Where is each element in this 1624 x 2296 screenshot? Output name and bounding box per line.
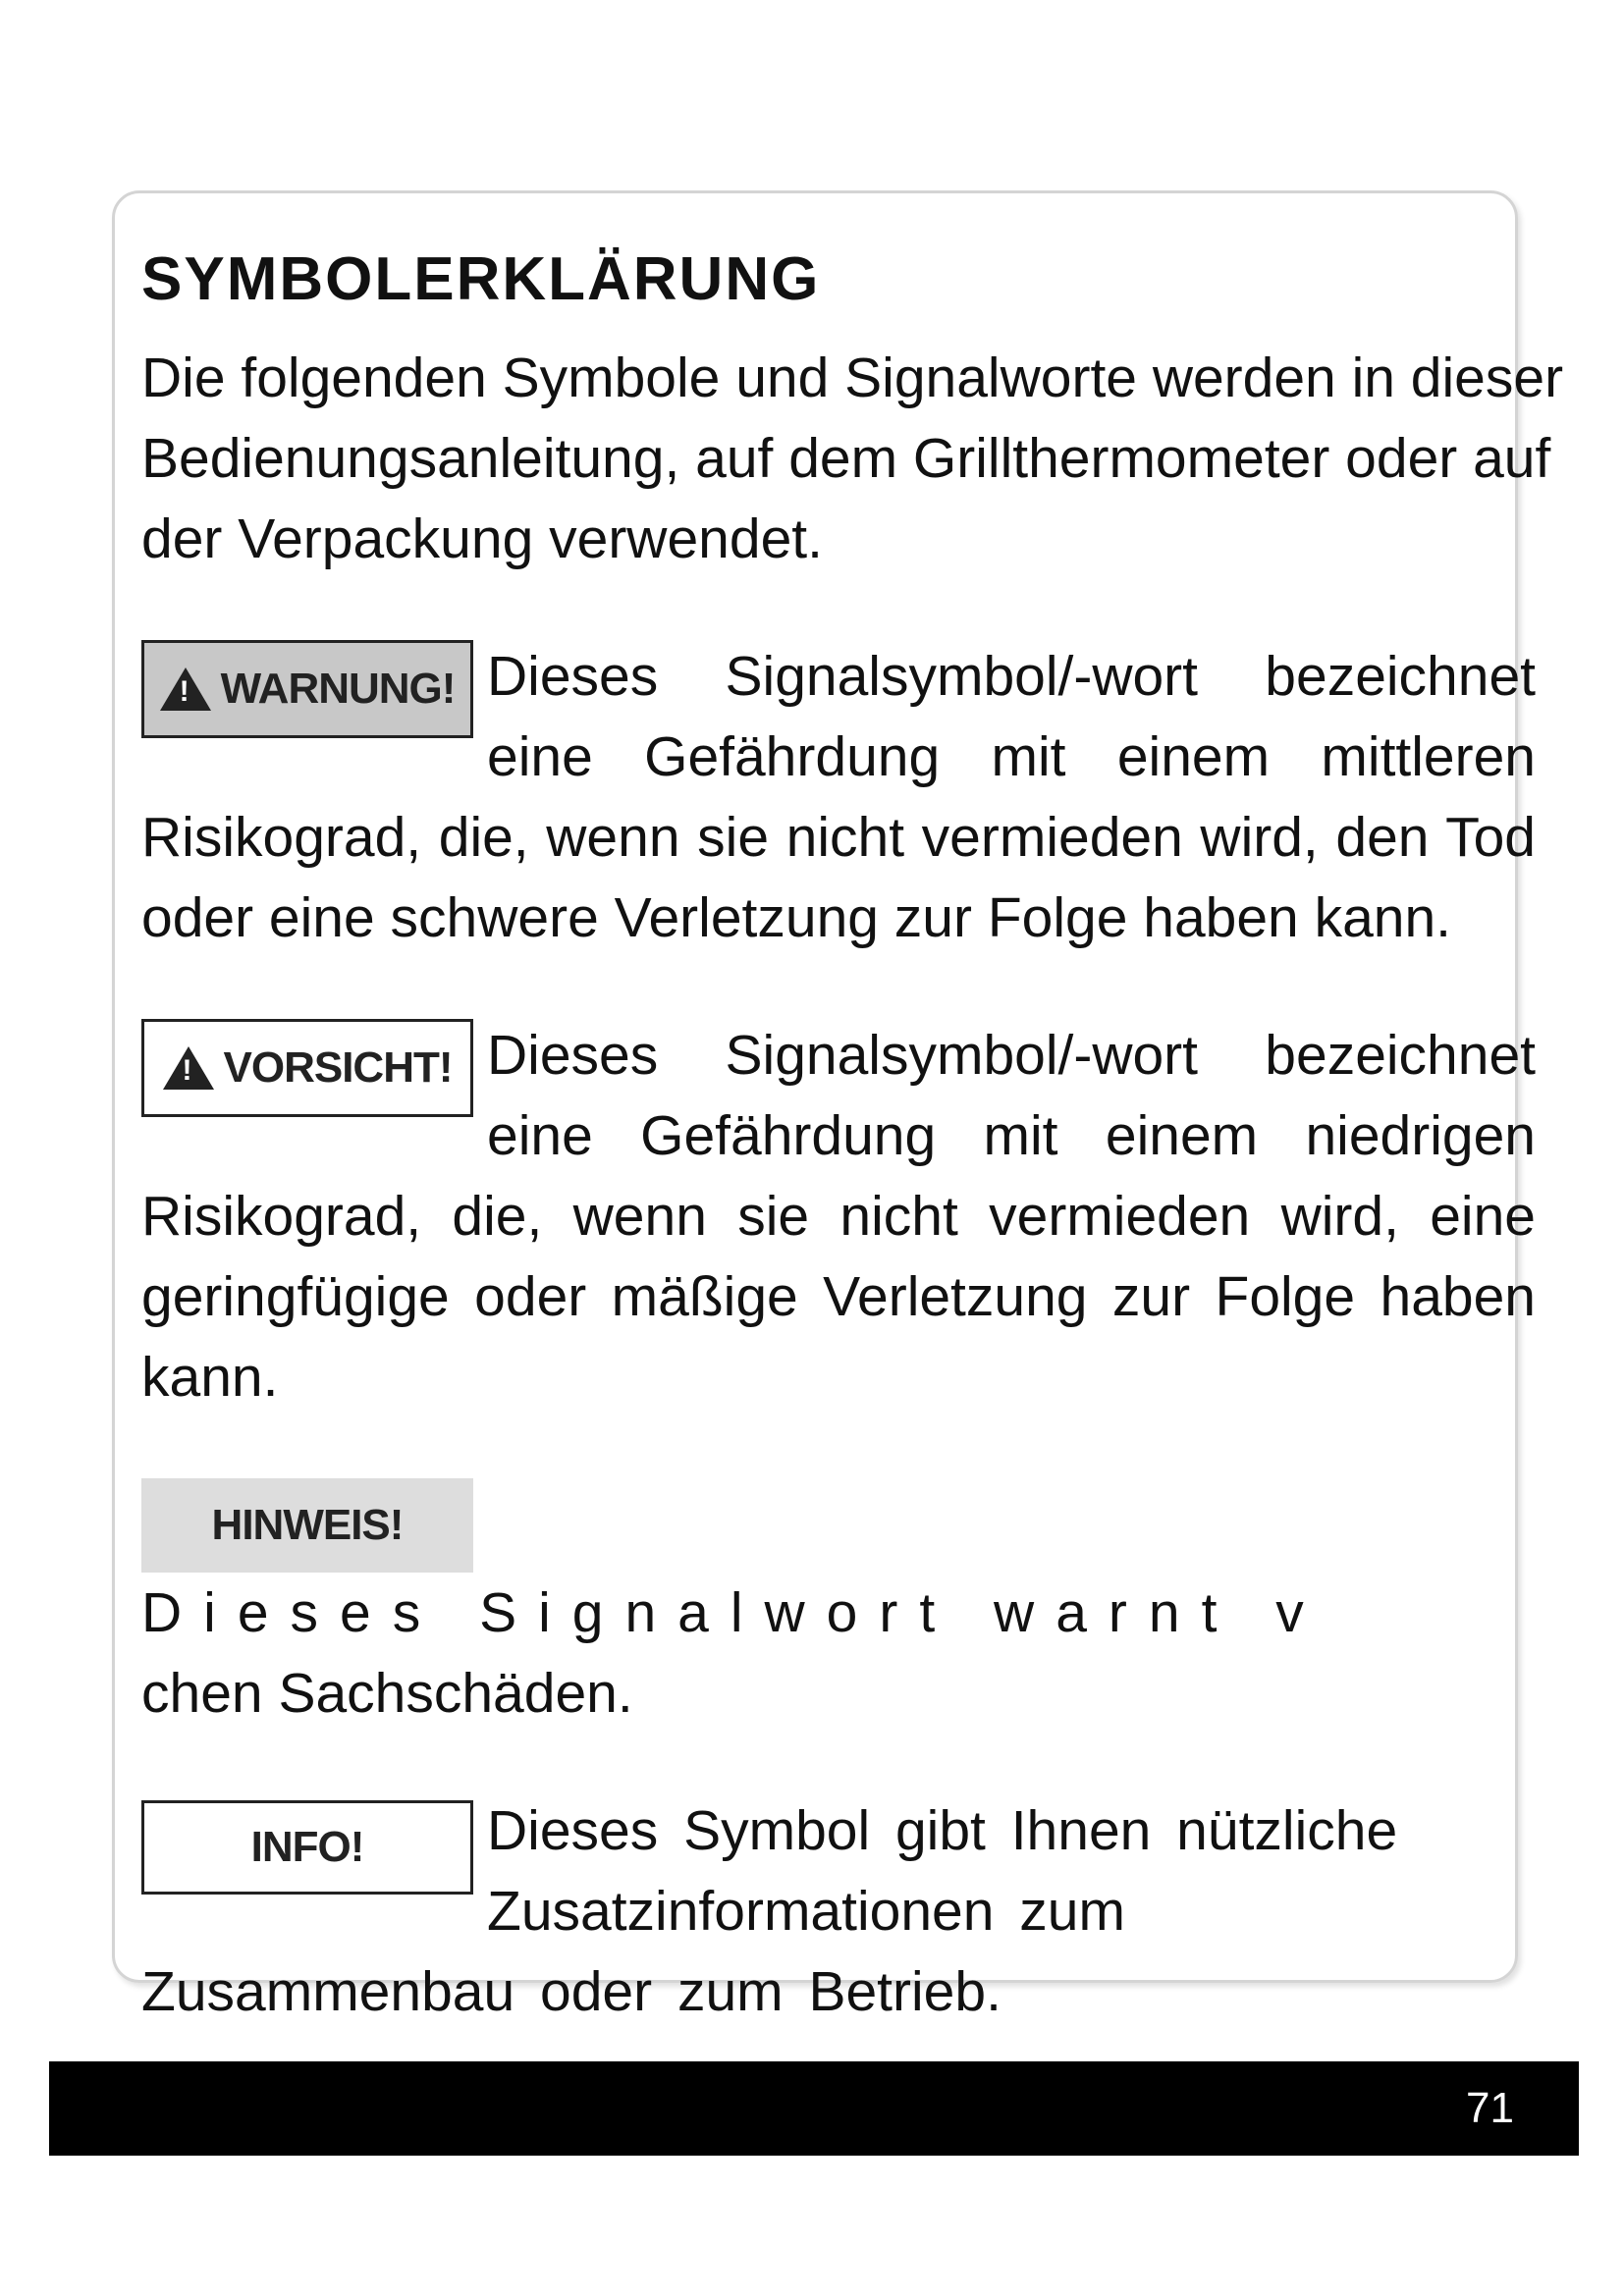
caution-badge bbox=[141, 1019, 473, 1117]
note-description-line2: chen Sachschäden. bbox=[141, 1662, 633, 1725]
caution-description: Dieses Signalsymbol/-wort bezeichnet eine Gefährdung mit einem niedrigen Risikograd, die, wenn sie nicht vermieden wird, eine geringfügige oder mäßige Verletzung zur Folge haben kann. bbox=[141, 1024, 1536, 1409]
caution-badge-label: VORSICHT! bbox=[223, 1043, 453, 1092]
caution-section bbox=[141, 1015, 1575, 1417]
warning-badge-label: WARNUNG! bbox=[220, 665, 456, 713]
note-description-line1: Dieses Signalwort warnt v bbox=[141, 1581, 1326, 1644]
info-section bbox=[141, 1790, 1575, 2032]
page-title: SYMBOLERKLÄRUNG bbox=[141, 245, 821, 313]
info-description: Dieses Symbol gibt Ihnen nützliche Zusatzinformationen zum Zusammenbau oder zum Betrieb. bbox=[141, 1799, 1398, 2023]
page-number: 71 bbox=[1466, 2084, 1514, 2132]
info-badge-label: INFO! bbox=[250, 1823, 364, 1871]
intro-paragraph: Die folgenden Symbole und Signalworte werden in dieser Bedienungsanleitung, auf dem Grillthermometer oder auf der Verpackung verwendet. bbox=[141, 347, 1564, 570]
note-badge bbox=[141, 1478, 473, 1573]
info-badge bbox=[141, 1800, 473, 1895]
page-content bbox=[141, 226, 1575, 2089]
note-badge-label: HINWEIS! bbox=[211, 1501, 404, 1549]
note-section bbox=[141, 1474, 1575, 1734]
warning-description: Dieses Signalsymbol/-wort bezeichnet eine Gefährdung mit einem mittleren Risikograd, die, wenn sie nicht vermieden wird, den Tod oder eine schwere Verletzung zur Folge haben kann. bbox=[141, 645, 1536, 949]
warning-badge bbox=[141, 640, 473, 738]
warning-triangle-icon bbox=[163, 1046, 214, 1090]
footer-bar bbox=[49, 2061, 1579, 2156]
warning-section bbox=[141, 636, 1575, 958]
warning-triangle-icon bbox=[160, 667, 211, 711]
